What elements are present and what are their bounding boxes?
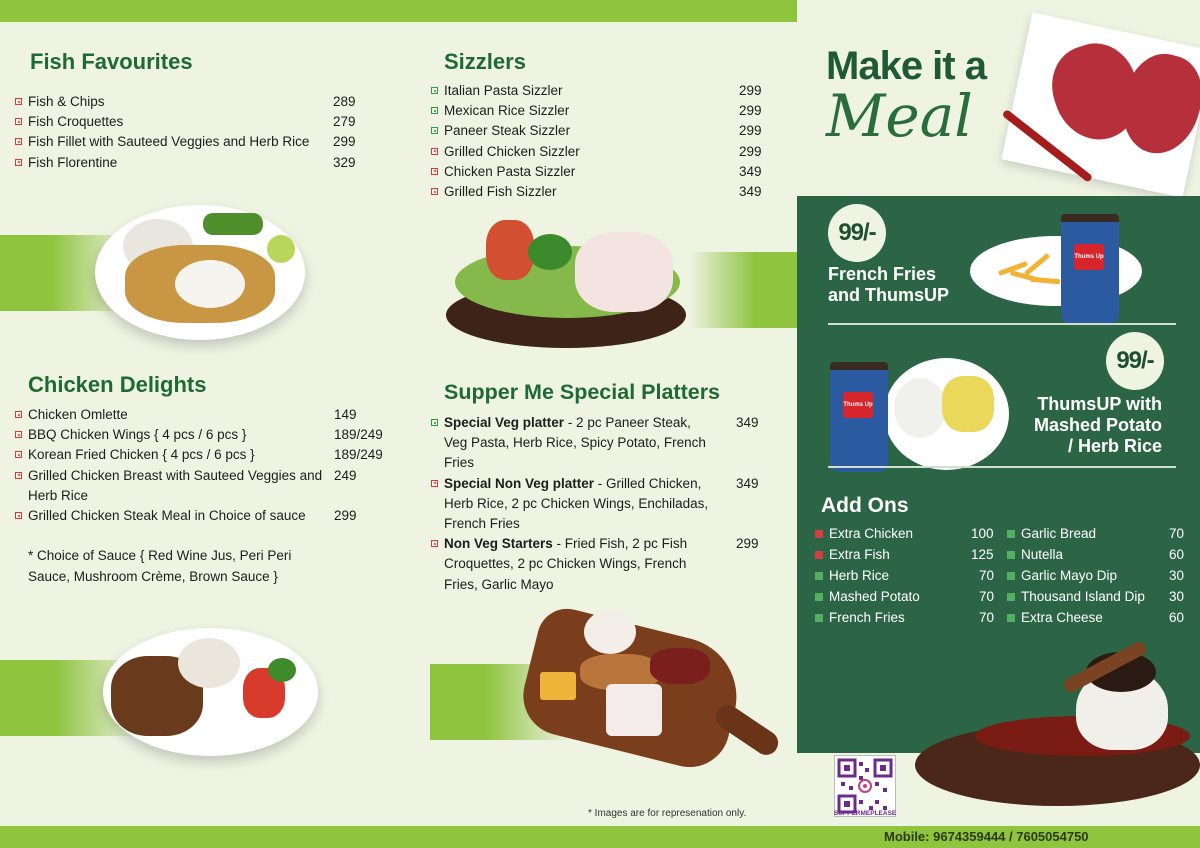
non-veg-icon — [431, 188, 438, 195]
veg-icon — [815, 572, 823, 580]
menu-item: BBQ Chicken Wings { 4 pcs / 6 pcs } 189/249 — [15, 425, 385, 445]
sauce-note: * Choice of Sauce { Red Wine Jus, Peri Peri Sauce, Mushroom Crème, Brown Sauce } — [28, 548, 292, 584]
chicken-menu-list — [15, 405, 385, 526]
non-veg-icon — [15, 451, 22, 458]
deal-price-badge: 99/- — [828, 204, 886, 262]
mash-rice-plate-image — [884, 358, 1009, 470]
menu-item: Non Veg Starters - Fried Fish, 2 pc Fish Croquettes, 2 pc Chicken Wings, French Fries, Garlic Mayo 299 — [431, 534, 771, 595]
menu-item: Grilled Chicken Steak Meal in Choice of sauce 299 — [15, 506, 385, 526]
thumsup-cup-image: Thums Up — [830, 362, 888, 472]
menu-item: Mexican Rice Sizzler 299 — [431, 101, 771, 121]
thumsup-cup-image: Thums Up — [1061, 214, 1119, 324]
deal-title: French Fries and ThumsUP — [828, 264, 950, 305]
add-ons-list-left — [815, 523, 997, 628]
deal-title: ThumsUP with Mashed Potato / Herb Rice — [1033, 394, 1162, 456]
menu-item: Paneer Steak Sizzler 299 — [431, 121, 771, 141]
menu-item: Fish Croquettes 279 — [15, 112, 360, 132]
chicken-delights-heading: Chicken Delights — [28, 372, 207, 397]
veg-icon — [1007, 614, 1015, 622]
meal-script-heading: Meal — [826, 82, 973, 150]
fish-menu-list — [15, 92, 360, 173]
non-veg-icon — [15, 98, 22, 105]
divider — [828, 466, 1176, 468]
deal-price-badge: 99/- — [1106, 332, 1164, 390]
non-veg-icon — [431, 540, 438, 547]
menu-item: Grilled Fish Sizzler 349 — [431, 182, 771, 202]
add-ons-list-right — [1007, 523, 1193, 628]
non-veg-icon — [15, 159, 22, 166]
menu-item: Fish Florentine 329 — [15, 153, 360, 173]
green-stripe — [690, 252, 797, 328]
non-veg-icon — [15, 512, 22, 519]
top-accent-bar — [0, 0, 797, 22]
veg-icon — [1007, 551, 1015, 559]
addon-item: Nutella 60 — [1007, 544, 1193, 565]
qr-code-label: SUPPERMEPLEASE — [833, 810, 897, 817]
veg-icon — [815, 593, 823, 601]
menu-item: Korean Fried Chicken { 4 pcs / 6 pcs } 189/249 — [15, 445, 385, 465]
addon-item: Mashed Potato 70 — [815, 586, 997, 607]
menu-item: Fish Fillet with Sauteed Veggies and Herb Rice 299 — [15, 132, 360, 152]
non-veg-icon — [815, 551, 823, 559]
non-veg-icon — [15, 138, 22, 145]
non-veg-icon — [15, 472, 22, 479]
add-ons-heading: Add Ons — [821, 494, 909, 517]
menu-item: Fish & Chips 289 — [15, 92, 360, 112]
non-veg-icon — [15, 411, 22, 418]
menu-item: Grilled Chicken Sizzler 299 — [431, 142, 771, 162]
veg-icon — [431, 419, 438, 426]
non-veg-icon — [815, 530, 823, 538]
addon-item: French Fries 70 — [815, 607, 997, 628]
platters-menu-list — [431, 413, 771, 595]
addon-item: Garlic Bread 70 — [1007, 523, 1193, 544]
menu-item: Grilled Chicken Breast with Sauteed Veggies and Herb Rice 249 — [15, 466, 385, 506]
veg-icon — [431, 87, 438, 94]
addon-item: Extra Chicken 100 — [815, 523, 997, 544]
chicken-steak-image — [103, 628, 318, 756]
veg-icon — [1007, 593, 1015, 601]
non-veg-icon — [431, 148, 438, 155]
non-veg-icon — [15, 118, 22, 125]
qr-code-graphic — [835, 756, 895, 816]
veg-icon — [1007, 530, 1015, 538]
sizzlers-heading: Sizzlers — [444, 49, 526, 74]
fish-favourites-heading: Fish Favourites — [30, 49, 193, 74]
non-veg-icon — [15, 431, 22, 438]
menu-item: Chicken Omlette 149 — [15, 405, 385, 425]
veg-icon — [431, 127, 438, 134]
addon-item: Garlic Mayo Dip 30 — [1007, 565, 1193, 586]
image-disclaimer: * Images are for represenation only. — [588, 808, 747, 819]
veg-icon — [431, 107, 438, 114]
non-veg-icon — [431, 480, 438, 487]
divider — [828, 323, 1176, 325]
menu-item: Italian Pasta Sizzler 299 — [431, 81, 771, 101]
menu-item: Special Veg platter - 2 pc Paneer Steak, Veg Pasta, Herb Rice, Spicy Potato, French Fries 349 — [431, 413, 771, 474]
non-veg-icon — [431, 168, 438, 175]
veg-icon — [815, 614, 823, 622]
addon-item: Herb Rice 70 — [815, 565, 997, 586]
addon-item: Extra Fish 125 — [815, 544, 997, 565]
platters-heading: Supper Me Special Platters — [444, 380, 721, 404]
qr-code[interactable] — [834, 755, 896, 817]
addon-item: Extra Cheese 60 — [1007, 607, 1193, 628]
menu-item: Special Non Veg platter - Grilled Chicken, Herb Rice, 2 pc Chicken Wings, Enchiladas, French Fries 349 — [431, 474, 771, 535]
mobile-numbers: Mobile: 9674359444 / 7605054750 — [884, 829, 1089, 844]
fish-dish-image — [95, 205, 305, 340]
veg-icon — [1007, 572, 1015, 580]
menu-item: Chicken Pasta Sizzler 349 — [431, 162, 771, 182]
sizzlers-menu-list — [431, 81, 771, 202]
addon-item: Thousand Island Dip 30 — [1007, 586, 1193, 607]
make-it-a-heading: Make it a — [826, 44, 986, 88]
